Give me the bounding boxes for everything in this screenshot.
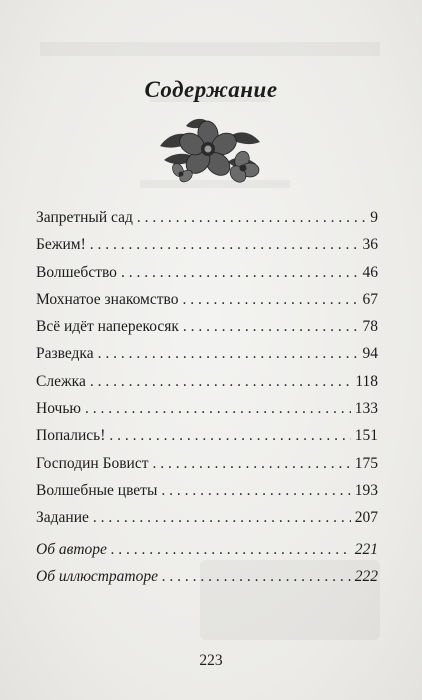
toc-entry-page: 175 — [354, 454, 378, 472]
toc-entry-title: Волшебные цветы — [36, 481, 158, 499]
toc-dot-leader — [90, 373, 351, 391]
toc-dot-leader — [93, 509, 351, 527]
toc-dot-leader — [98, 345, 359, 363]
toc-dot-leader — [111, 541, 351, 559]
bleed-through-mark — [40, 42, 380, 56]
toc-entry-page: 67 — [362, 290, 378, 308]
toc-entry-page: 78 — [362, 318, 378, 336]
toc-dot-leader — [182, 291, 358, 309]
toc-dot-leader — [85, 400, 351, 418]
toc-entry-title: Волшебство — [36, 263, 117, 281]
toc-entry[interactable] — [36, 318, 378, 345]
toc-dot-leader — [152, 455, 350, 473]
toc-dot-leader — [183, 318, 359, 336]
toc-entry[interactable] — [36, 291, 378, 318]
toc-entry[interactable] — [36, 427, 378, 454]
toc-entry-title: Мохнатое знакомство — [36, 290, 179, 308]
table-of-contents — [36, 209, 378, 595]
toc-dot-leader — [161, 482, 350, 500]
toc-entry[interactable] — [36, 345, 378, 372]
toc-dot-leader — [137, 209, 366, 227]
flower-ornament-icon — [156, 112, 268, 184]
toc-entry[interactable] — [36, 482, 378, 509]
toc-entry-page: 94 — [362, 345, 378, 363]
toc-dot-leader — [109, 427, 350, 445]
toc-entry-page: 151 — [354, 427, 378, 445]
toc-entry-about-author[interactable] — [36, 541, 378, 568]
toc-entry-page: 133 — [354, 400, 378, 418]
toc-entry-title: Об авторе — [36, 540, 107, 558]
toc-entry-title: Разведка — [36, 345, 94, 363]
toc-entry-page: 36 — [362, 236, 378, 254]
toc-entry-title: Попались! — [36, 427, 106, 445]
toc-entry-title: Запретный сад — [36, 209, 133, 226]
toc-entry-title: Об иллюстраторе — [36, 567, 159, 585]
page-title: Содержание — [144, 77, 278, 103]
toc-entry-title: Господин Бовист — [36, 454, 149, 472]
toc-entry[interactable] — [36, 400, 378, 427]
toc-entry-page: 222 — [354, 567, 378, 585]
toc-entry[interactable] — [36, 455, 378, 482]
toc-dot-leader — [90, 236, 359, 254]
toc-entry[interactable] — [36, 209, 378, 236]
toc-entry-title: Слежка — [36, 372, 86, 390]
toc-entry-page: 193 — [354, 481, 378, 499]
toc-entry-page: 207 — [354, 509, 378, 527]
toc-entry-title: Ночью — [36, 400, 81, 418]
toc-entry-title: Всё идёт наперекосяк — [36, 318, 179, 336]
toc-entry[interactable] — [36, 236, 378, 263]
toc-entry[interactable] — [36, 264, 378, 291]
toc-entry-page: 46 — [362, 263, 378, 281]
toc-entry[interactable] — [36, 509, 378, 536]
toc-entry-title: Бежим! — [36, 236, 86, 254]
toc-entry-page: 221 — [354, 540, 378, 558]
toc-entry-page: 118 — [355, 372, 378, 390]
toc-entry-title: Задание — [36, 509, 89, 527]
toc-dot-leader — [121, 264, 359, 282]
toc-dot-leader — [162, 568, 351, 586]
toc-entry-about-illustrator[interactable] — [36, 568, 378, 595]
page-number: 223 — [199, 652, 223, 669]
toc-entry[interactable] — [36, 373, 378, 400]
toc-entry-page: 9 — [370, 209, 378, 226]
